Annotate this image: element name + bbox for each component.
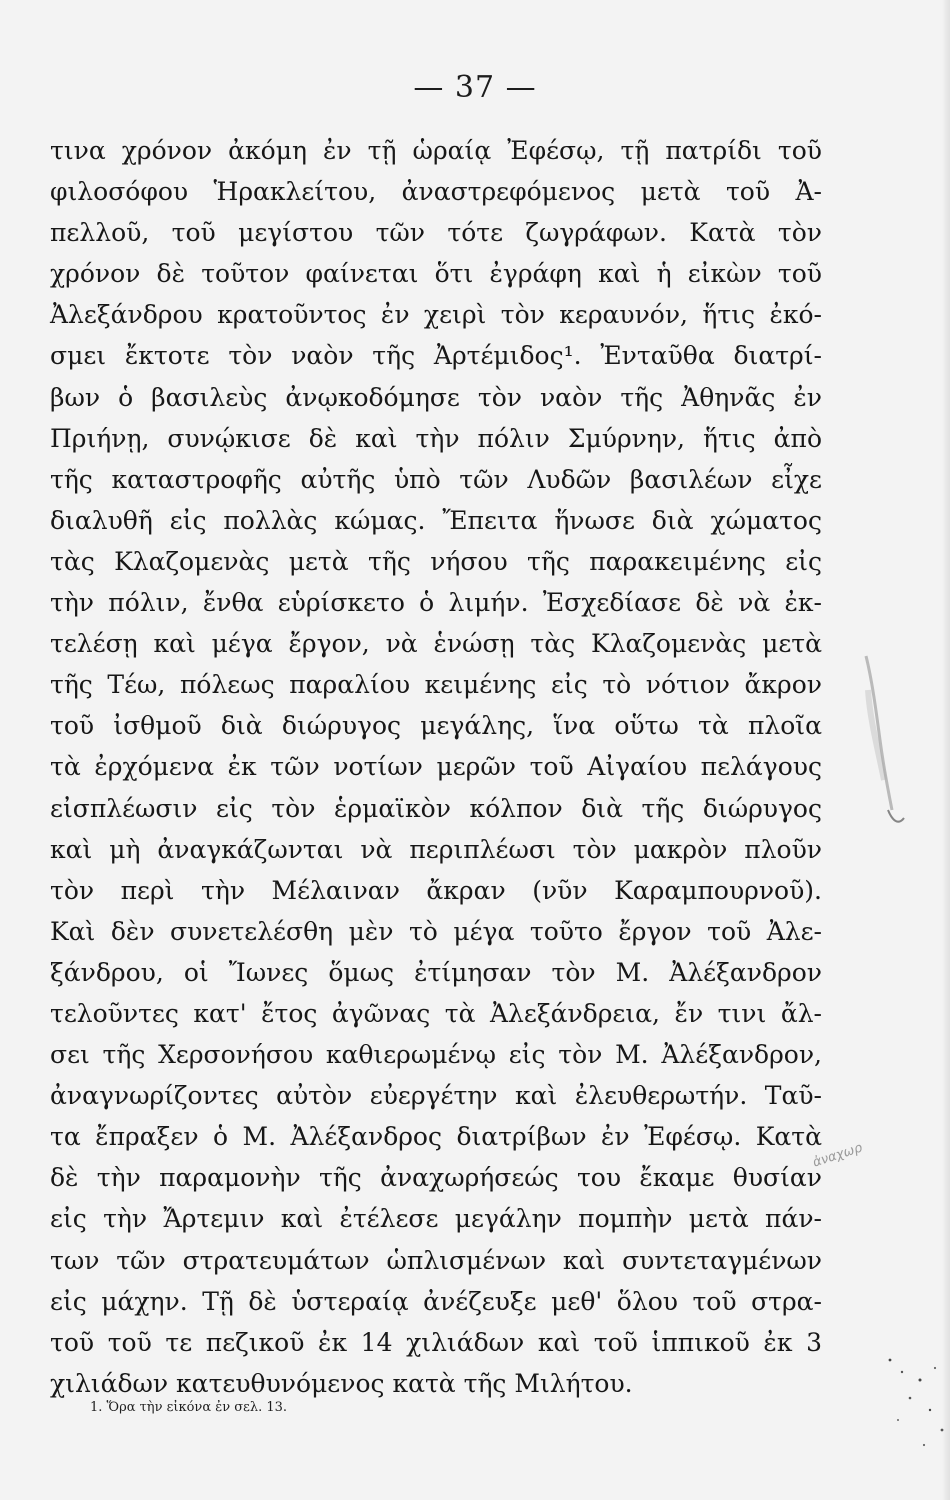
text-line: τὸν περὶ τὴν Μέλαιναν ἄκραν (νῦν Καραμπουρνοῦ).	[50, 875, 822, 905]
text-line: τα ἔπραξεν ὁ Μ. Ἀλέξανδρος διατρίβων ἐν Ἐφέσῳ. Κατὰ	[50, 1122, 822, 1152]
text-line: τῆς Τέω, πόλεως παραλίου κειμένης εἰς τὸ νότιον ἄκρον	[50, 670, 822, 700]
speckle-marks	[880, 1350, 950, 1460]
text-line: ξάνδρου, οἱ Ἴωνες ὅμως ἐτίμησαν τὸν Μ. Ἀλέξανδρον	[50, 957, 822, 987]
body-text	[50, 130, 822, 1404]
text-line: τὴν πόλιν, ἔνθα εὑρίσκετο ὁ λιμήν. Ἐσχεδίασε δὲ νὰ ἐκ-	[50, 588, 822, 618]
text-line: Πριήνῃ, συνῴκισε δὲ καὶ τὴν πόλιν Σμύρνην, ἥτις ἀπὸ	[50, 423, 822, 453]
ink-stain-mark	[858, 650, 918, 840]
text-line: τὰς Κλαζομενὰς μετὰ τῆς νήσου τῆς παρακειμένης εἰς	[50, 546, 822, 576]
text-line: σει τῆς Χερσονήσου καθιερωμένῳ εἰς τὸν Μ. Ἀλέξανδρον,	[50, 1040, 822, 1070]
text-line: διαλυθῆ εἰς πολλὰς κώμας. Ἔπειτα ἥνωσε διὰ χώματος	[50, 505, 822, 535]
text-line: εἰς τὴν Ἄρτεμιν καὶ ἐτέλεσε μεγάλην πομπὴν μετὰ πάν-	[50, 1204, 822, 1234]
text-line: Καὶ δὲν συνετελέσθη μὲν τὸ μέγα τοῦτο ἔργον τοῦ Ἀλε-	[50, 916, 822, 946]
text-line: φιλοσόφου Ἡρακλείτου, ἀναστρεφόμενος μετὰ τοῦ Ἀ-	[50, 177, 822, 207]
text-line: χιλιάδων κατευθυνόμενος κατὰ τῆς Μιλήτου.	[50, 1368, 633, 1398]
text-line: τοῦ ἰσθμοῦ διὰ διώρυγος μεγάλης, ἵνα οὕτω τὰ πλοῖα	[50, 711, 822, 741]
footnote: 1. Ὅρα τὴν εἰκόνα ἐν σελ. 13.	[90, 1400, 288, 1415]
text-line: δὲ τὴν παραμονὴν τῆς ἀναχωρήσεώς του ἔκαμε θυσίαν	[50, 1163, 822, 1193]
text-line: τῆς καταστροφῆς αὐτῆς ὑπὸ τῶν Λυδῶν βασιλέων εἶχε	[50, 464, 822, 494]
text-line: σμει ἔκτοτε τὸν ναὸν τῆς Ἀρτέμιδος¹. Ἐνταῦθα διατρί-	[50, 341, 822, 371]
text-line: τοῦ τοῦ τε πεζικοῦ ἐκ 14 χιλιάδων καὶ τοῦ ἱππικοῦ ἐκ 3	[50, 1327, 822, 1357]
text-line: πελλοῦ, τοῦ μεγίστου τῶν τότε ζωγράφων. Κατὰ τὸν	[50, 218, 822, 248]
text-line: τελέσῃ καὶ μέγα ἔργον, νὰ ἑνώσῃ τὰς Κλαζομενὰς μετὰ	[50, 629, 822, 659]
text-line: εἰσπλέωσιν εἰς τὸν ἑρμαϊκὸν κόλπον διὰ τῆς διώρυγος	[50, 793, 822, 823]
text-line: εἰς μάχην. Τῇ δὲ ὑστεραίᾳ ἀνέζευξε μεθ' ὅλου τοῦ στρα-	[50, 1286, 822, 1316]
text-line: τὰ ἐρχόμενα ἐκ τῶν νοτίων μερῶν τοῦ Αἰγαίου πελάγους	[50, 752, 822, 782]
page-edge-shadow	[942, 0, 950, 1500]
page-number: — 37 —	[413, 70, 537, 105]
text-line: των τῶν στρατευμάτων ὡπλισμένων καὶ συντεταγμένων	[50, 1245, 822, 1275]
text-line: ἀναγνωρίζοντες αὐτὸν εὐεργέτην καὶ ἐλευθερωτήν. Ταῦ-	[50, 1081, 822, 1111]
text-line: τελοῦντες κατ' ἔτος ἀγῶνας τὰ Ἀλεξάνδρεια, ἔν τινι ἄλ-	[50, 998, 822, 1028]
text-line: καὶ μὴ ἀναγκάζωνται νὰ περιπλέωσι τὸν μακρὸν πλοῦν	[50, 834, 822, 864]
text-line: τινα χρόνον ἀκόμη ἐν τῇ ὡραίᾳ Ἐφέσῳ, τῇ πατρίδι τοῦ	[50, 136, 822, 165]
text-line: Ἀλεξάνδρου κρατοῦντος ἐν χειρὶ τὸν κεραυνόν, ἥτις ἐκό-	[50, 300, 822, 330]
text-line: βων ὁ βασιλεὺς ἀνῳκοδόμησε τὸν ναὸν τῆς Ἀθηνᾶς ἐν	[50, 382, 822, 412]
text-line: χρόνον δὲ τοῦτον φαίνεται ὅτι ἐγράφη καὶ ἡ εἰκὼν τοῦ	[50, 259, 822, 289]
handwritten-margin-note: ἀναχωρ	[810, 1140, 865, 1171]
